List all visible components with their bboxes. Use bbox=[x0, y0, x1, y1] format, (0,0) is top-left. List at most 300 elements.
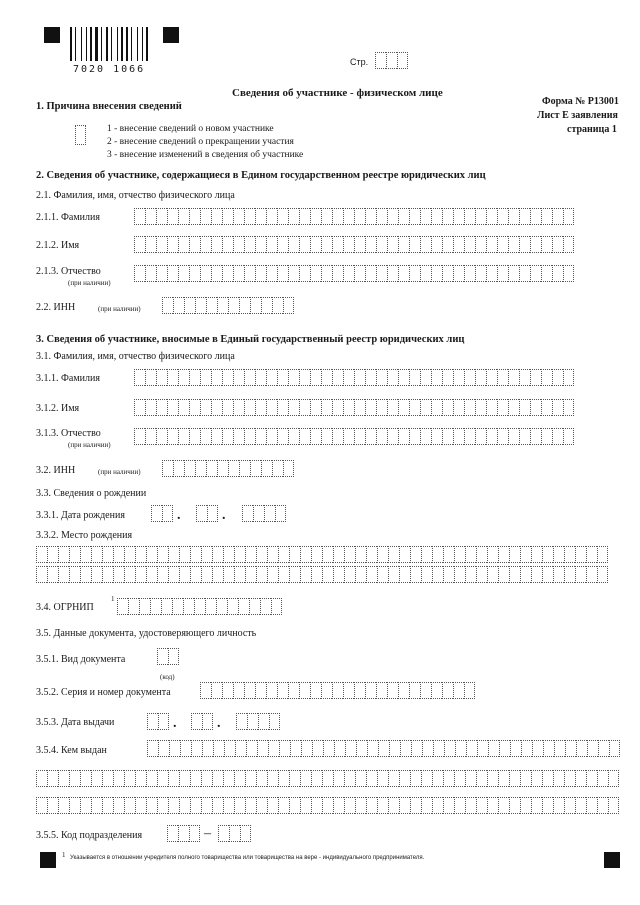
comb-cell[interactable] bbox=[542, 546, 553, 563]
comb-cell[interactable] bbox=[454, 546, 465, 563]
comb-cell[interactable] bbox=[91, 770, 102, 787]
comb-cell[interactable] bbox=[344, 770, 355, 787]
doc-issuer-row-3[interactable] bbox=[36, 797, 619, 814]
comb-cell[interactable] bbox=[189, 236, 200, 253]
comb-cell[interactable] bbox=[157, 797, 168, 814]
comb-cell[interactable] bbox=[162, 505, 173, 522]
comb-cell[interactable] bbox=[310, 399, 321, 416]
comb-cell[interactable] bbox=[222, 265, 233, 282]
comb-cell[interactable] bbox=[271, 598, 282, 615]
comb-cell[interactable] bbox=[486, 428, 497, 445]
comb-cell[interactable] bbox=[498, 797, 509, 814]
comb-cell[interactable] bbox=[343, 682, 354, 699]
comb-cell[interactable] bbox=[552, 399, 563, 416]
comb-cell[interactable] bbox=[530, 236, 541, 253]
comb-cell[interactable] bbox=[261, 460, 272, 477]
comb-cell[interactable] bbox=[531, 770, 542, 787]
comb-cell[interactable] bbox=[200, 399, 211, 416]
comb-cell[interactable] bbox=[172, 598, 183, 615]
s3-surname-field[interactable] bbox=[134, 369, 574, 386]
comb-cell[interactable] bbox=[409, 236, 420, 253]
comb-cell[interactable] bbox=[608, 770, 619, 787]
comb-cell[interactable] bbox=[564, 566, 575, 583]
comb-cell[interactable] bbox=[597, 546, 608, 563]
comb-cell[interactable] bbox=[409, 428, 420, 445]
comb-cell[interactable] bbox=[113, 770, 124, 787]
comb-cell[interactable] bbox=[398, 682, 409, 699]
comb-cell[interactable] bbox=[487, 770, 498, 787]
comb-cell[interactable] bbox=[597, 770, 608, 787]
comb-cell[interactable] bbox=[167, 208, 178, 225]
comb-cell[interactable] bbox=[124, 770, 135, 787]
comb-cell[interactable] bbox=[442, 428, 453, 445]
comb-cell[interactable] bbox=[244, 399, 255, 416]
comb-cell[interactable] bbox=[113, 797, 124, 814]
comb-cell[interactable] bbox=[233, 265, 244, 282]
comb-cell[interactable] bbox=[244, 208, 255, 225]
comb-cell[interactable] bbox=[211, 399, 222, 416]
s2-inn-field[interactable] bbox=[162, 297, 294, 314]
s3-name-field[interactable] bbox=[134, 399, 574, 416]
comb-cell[interactable] bbox=[388, 566, 399, 583]
comb-cell[interactable] bbox=[510, 740, 521, 757]
comb-cell[interactable] bbox=[223, 797, 234, 814]
comb-cell[interactable] bbox=[453, 399, 464, 416]
comb-cell[interactable] bbox=[233, 428, 244, 445]
comb-cell[interactable] bbox=[486, 265, 497, 282]
comb-cell[interactable] bbox=[242, 505, 253, 522]
comb-cell[interactable] bbox=[189, 428, 200, 445]
comb-cell[interactable] bbox=[354, 236, 365, 253]
comb-cell[interactable] bbox=[332, 369, 343, 386]
comb-cell[interactable] bbox=[377, 770, 388, 787]
comb-cell[interactable] bbox=[323, 740, 334, 757]
comb-cell[interactable] bbox=[464, 682, 475, 699]
comb-cell[interactable] bbox=[431, 682, 442, 699]
comb-cell[interactable] bbox=[80, 546, 91, 563]
comb-cell[interactable] bbox=[145, 428, 156, 445]
comb-cell[interactable] bbox=[475, 208, 486, 225]
comb-cell[interactable] bbox=[443, 770, 454, 787]
comb-cell[interactable] bbox=[530, 428, 541, 445]
comb-cell[interactable] bbox=[145, 265, 156, 282]
s3-patronymic-field[interactable] bbox=[134, 428, 574, 445]
comb-cell[interactable] bbox=[134, 236, 145, 253]
comb-cell[interactable] bbox=[189, 369, 200, 386]
comb-cell[interactable] bbox=[563, 208, 574, 225]
comb-cell[interactable] bbox=[36, 797, 47, 814]
comb-cell[interactable] bbox=[399, 566, 410, 583]
comb-cell[interactable] bbox=[334, 740, 345, 757]
comb-cell[interactable] bbox=[333, 546, 344, 563]
comb-cell[interactable] bbox=[332, 682, 343, 699]
comb-cell[interactable] bbox=[202, 740, 213, 757]
comb-cell[interactable] bbox=[69, 546, 80, 563]
comb-cell[interactable] bbox=[223, 770, 234, 787]
comb-cell[interactable] bbox=[355, 797, 366, 814]
comb-cell[interactable] bbox=[222, 399, 233, 416]
comb-cell[interactable] bbox=[167, 399, 178, 416]
comb-cell[interactable] bbox=[321, 399, 332, 416]
comb-cell[interactable] bbox=[356, 740, 367, 757]
comb-cell[interactable] bbox=[519, 236, 530, 253]
comb-cell[interactable] bbox=[190, 566, 201, 583]
comb-cell[interactable] bbox=[201, 546, 212, 563]
comb-cell[interactable] bbox=[542, 797, 553, 814]
comb-cell[interactable] bbox=[487, 797, 498, 814]
comb-cell[interactable] bbox=[196, 505, 207, 522]
comb-cell[interactable] bbox=[444, 740, 455, 757]
comb-cell[interactable] bbox=[156, 428, 167, 445]
comb-cell[interactable] bbox=[354, 399, 365, 416]
comb-cell[interactable] bbox=[167, 236, 178, 253]
comb-cell[interactable] bbox=[255, 369, 266, 386]
comb-cell[interactable] bbox=[498, 770, 509, 787]
comb-cell[interactable] bbox=[586, 546, 597, 563]
comb-cell[interactable] bbox=[389, 740, 400, 757]
comb-cell[interactable] bbox=[411, 740, 422, 757]
comb-cell[interactable] bbox=[486, 208, 497, 225]
comb-cell[interactable] bbox=[442, 399, 453, 416]
comb-cell[interactable] bbox=[288, 236, 299, 253]
comb-cell[interactable] bbox=[173, 460, 184, 477]
comb-cell[interactable] bbox=[277, 682, 288, 699]
comb-cell[interactable] bbox=[245, 546, 256, 563]
comb-cell[interactable] bbox=[321, 369, 332, 386]
comb-cell[interactable] bbox=[168, 648, 179, 665]
comb-cell[interactable] bbox=[189, 399, 200, 416]
comb-cell[interactable] bbox=[575, 546, 586, 563]
comb-cell[interactable] bbox=[465, 770, 476, 787]
comb-cell[interactable] bbox=[497, 369, 508, 386]
comb-cell[interactable] bbox=[299, 399, 310, 416]
comb-cell[interactable] bbox=[532, 740, 543, 757]
s2-name-field[interactable] bbox=[134, 236, 574, 253]
comb-cell[interactable] bbox=[91, 546, 102, 563]
comb-cell[interactable] bbox=[531, 566, 542, 583]
comb-cell[interactable] bbox=[245, 797, 256, 814]
comb-cell[interactable] bbox=[475, 369, 486, 386]
comb-cell[interactable] bbox=[217, 460, 228, 477]
comb-cell[interactable] bbox=[477, 740, 488, 757]
comb-cell[interactable] bbox=[173, 297, 184, 314]
birth-place-row-1[interactable] bbox=[36, 546, 608, 563]
comb-cell[interactable] bbox=[552, 369, 563, 386]
comb-cell[interactable] bbox=[147, 740, 158, 757]
comb-cell[interactable] bbox=[376, 428, 387, 445]
comb-cell[interactable] bbox=[47, 546, 58, 563]
comb-cell[interactable] bbox=[332, 208, 343, 225]
comb-cell[interactable] bbox=[508, 265, 519, 282]
comb-cell[interactable] bbox=[184, 297, 195, 314]
comb-cell[interactable] bbox=[272, 297, 283, 314]
comb-cell[interactable] bbox=[332, 265, 343, 282]
comb-cell[interactable] bbox=[508, 399, 519, 416]
comb-cell[interactable] bbox=[289, 546, 300, 563]
comb-cell[interactable] bbox=[365, 208, 376, 225]
comb-cell[interactable] bbox=[69, 770, 80, 787]
comb-cell[interactable] bbox=[488, 740, 499, 757]
comb-cell[interactable] bbox=[277, 399, 288, 416]
comb-cell[interactable] bbox=[168, 546, 179, 563]
comb-cell[interactable] bbox=[261, 297, 272, 314]
comb-cell[interactable] bbox=[211, 369, 222, 386]
comb-cell[interactable] bbox=[421, 770, 432, 787]
comb-cell[interactable] bbox=[519, 265, 530, 282]
comb-cell[interactable] bbox=[157, 566, 168, 583]
comb-cell[interactable] bbox=[421, 546, 432, 563]
comb-cell[interactable] bbox=[158, 740, 169, 757]
comb-cell[interactable] bbox=[376, 399, 387, 416]
comb-cell[interactable] bbox=[124, 546, 135, 563]
comb-cell[interactable] bbox=[564, 797, 575, 814]
comb-cell[interactable] bbox=[397, 52, 408, 69]
comb-cell[interactable] bbox=[311, 566, 322, 583]
comb-cell[interactable] bbox=[145, 369, 156, 386]
comb-cell[interactable] bbox=[431, 399, 442, 416]
comb-cell[interactable] bbox=[268, 740, 279, 757]
comb-cell[interactable] bbox=[289, 770, 300, 787]
comb-cell[interactable] bbox=[218, 825, 229, 842]
comb-cell[interactable] bbox=[420, 399, 431, 416]
comb-cell[interactable] bbox=[563, 399, 574, 416]
comb-cell[interactable] bbox=[300, 797, 311, 814]
comb-cell[interactable] bbox=[167, 428, 178, 445]
comb-cell[interactable] bbox=[509, 770, 520, 787]
comb-cell[interactable] bbox=[598, 740, 609, 757]
comb-cell[interactable] bbox=[409, 208, 420, 225]
comb-cell[interactable] bbox=[244, 369, 255, 386]
comb-cell[interactable] bbox=[102, 770, 113, 787]
comb-cell[interactable] bbox=[211, 208, 222, 225]
comb-cell[interactable] bbox=[255, 682, 266, 699]
comb-cell[interactable] bbox=[410, 797, 421, 814]
comb-cell[interactable] bbox=[135, 546, 146, 563]
comb-cell[interactable] bbox=[246, 740, 257, 757]
comb-cell[interactable] bbox=[200, 265, 211, 282]
comb-cell[interactable] bbox=[442, 682, 453, 699]
comb-cell[interactable] bbox=[387, 265, 398, 282]
comb-cell[interactable] bbox=[497, 399, 508, 416]
comb-cell[interactable] bbox=[266, 428, 277, 445]
comb-cell[interactable] bbox=[178, 369, 189, 386]
comb-cell[interactable] bbox=[200, 208, 211, 225]
comb-cell[interactable] bbox=[388, 797, 399, 814]
comb-cell[interactable] bbox=[453, 208, 464, 225]
comb-cell[interactable] bbox=[465, 566, 476, 583]
comb-cell[interactable] bbox=[410, 770, 421, 787]
comb-cell[interactable] bbox=[75, 125, 86, 145]
comb-cell[interactable] bbox=[432, 797, 443, 814]
comb-cell[interactable] bbox=[147, 713, 158, 730]
comb-cell[interactable] bbox=[179, 546, 190, 563]
comb-cell[interactable] bbox=[564, 770, 575, 787]
comb-cell[interactable] bbox=[508, 208, 519, 225]
comb-cell[interactable] bbox=[442, 369, 453, 386]
comb-cell[interactable] bbox=[365, 236, 376, 253]
comb-cell[interactable] bbox=[365, 265, 376, 282]
comb-cell[interactable] bbox=[80, 797, 91, 814]
comb-cell[interactable] bbox=[321, 682, 332, 699]
comb-cell[interactable] bbox=[476, 770, 487, 787]
comb-cell[interactable] bbox=[275, 505, 286, 522]
birth-month-field[interactable] bbox=[196, 505, 218, 522]
comb-cell[interactable] bbox=[249, 598, 260, 615]
comb-cell[interactable] bbox=[586, 770, 597, 787]
comb-cell[interactable] bbox=[542, 770, 553, 787]
comb-cell[interactable] bbox=[366, 546, 377, 563]
comb-cell[interactable] bbox=[420, 208, 431, 225]
comb-cell[interactable] bbox=[465, 797, 476, 814]
comb-cell[interactable] bbox=[113, 546, 124, 563]
comb-cell[interactable] bbox=[487, 546, 498, 563]
comb-cell[interactable] bbox=[299, 682, 310, 699]
comb-cell[interactable] bbox=[266, 399, 277, 416]
comb-cell[interactable] bbox=[207, 505, 218, 522]
comb-cell[interactable] bbox=[162, 297, 173, 314]
ogrnip-field[interactable] bbox=[117, 598, 282, 615]
comb-cell[interactable] bbox=[520, 566, 531, 583]
comb-cell[interactable] bbox=[497, 208, 508, 225]
comb-cell[interactable] bbox=[520, 770, 531, 787]
comb-cell[interactable] bbox=[190, 770, 201, 787]
comb-cell[interactable] bbox=[222, 428, 233, 445]
comb-cell[interactable] bbox=[233, 208, 244, 225]
comb-cell[interactable] bbox=[229, 825, 240, 842]
comb-cell[interactable] bbox=[332, 236, 343, 253]
comb-cell[interactable] bbox=[178, 428, 189, 445]
comb-cell[interactable] bbox=[332, 428, 343, 445]
comb-cell[interactable] bbox=[256, 797, 267, 814]
comb-cell[interactable] bbox=[421, 797, 432, 814]
doc-series-number-field[interactable] bbox=[200, 682, 475, 699]
comb-cell[interactable] bbox=[145, 399, 156, 416]
comb-cell[interactable] bbox=[508, 236, 519, 253]
comb-cell[interactable] bbox=[565, 740, 576, 757]
comb-cell[interactable] bbox=[409, 265, 420, 282]
comb-cell[interactable] bbox=[69, 566, 80, 583]
comb-cell[interactable] bbox=[476, 546, 487, 563]
comb-cell[interactable] bbox=[553, 566, 564, 583]
comb-cell[interactable] bbox=[134, 369, 145, 386]
comb-cell[interactable] bbox=[283, 460, 294, 477]
comb-cell[interactable] bbox=[158, 713, 169, 730]
comb-cell[interactable] bbox=[217, 297, 228, 314]
comb-cell[interactable] bbox=[288, 208, 299, 225]
comb-cell[interactable] bbox=[355, 546, 366, 563]
comb-cell[interactable] bbox=[398, 369, 409, 386]
comb-cell[interactable] bbox=[201, 797, 212, 814]
comb-cell[interactable] bbox=[299, 208, 310, 225]
comb-cell[interactable] bbox=[387, 369, 398, 386]
comb-cell[interactable] bbox=[256, 770, 267, 787]
comb-cell[interactable] bbox=[554, 740, 565, 757]
comb-cell[interactable] bbox=[366, 770, 377, 787]
comb-cell[interactable] bbox=[530, 265, 541, 282]
comb-cell[interactable] bbox=[266, 369, 277, 386]
comb-cell[interactable] bbox=[156, 369, 167, 386]
comb-cell[interactable] bbox=[255, 208, 266, 225]
comb-cell[interactable] bbox=[552, 428, 563, 445]
comb-cell[interactable] bbox=[377, 546, 388, 563]
comb-cell[interactable] bbox=[58, 797, 69, 814]
comb-cell[interactable] bbox=[239, 297, 250, 314]
comb-cell[interactable] bbox=[310, 369, 321, 386]
comb-cell[interactable] bbox=[267, 797, 278, 814]
comb-cell[interactable] bbox=[260, 598, 271, 615]
comb-cell[interactable] bbox=[184, 460, 195, 477]
comb-cell[interactable] bbox=[521, 740, 532, 757]
comb-cell[interactable] bbox=[162, 460, 173, 477]
comb-cell[interactable] bbox=[575, 566, 586, 583]
comb-cell[interactable] bbox=[206, 297, 217, 314]
comb-cell[interactable] bbox=[497, 265, 508, 282]
comb-cell[interactable] bbox=[277, 265, 288, 282]
comb-cell[interactable] bbox=[575, 770, 586, 787]
comb-cell[interactable] bbox=[486, 399, 497, 416]
comb-cell[interactable] bbox=[256, 566, 267, 583]
comb-cell[interactable] bbox=[250, 460, 261, 477]
comb-cell[interactable] bbox=[178, 236, 189, 253]
comb-cell[interactable] bbox=[333, 566, 344, 583]
comb-cell[interactable] bbox=[387, 399, 398, 416]
comb-cell[interactable] bbox=[266, 208, 277, 225]
comb-cell[interactable] bbox=[157, 648, 168, 665]
comb-cell[interactable] bbox=[345, 740, 356, 757]
comb-cell[interactable] bbox=[113, 566, 124, 583]
comb-cell[interactable] bbox=[442, 265, 453, 282]
comb-cell[interactable] bbox=[128, 598, 139, 615]
comb-cell[interactable] bbox=[269, 713, 280, 730]
comb-cell[interactable] bbox=[321, 208, 332, 225]
comb-cell[interactable] bbox=[388, 546, 399, 563]
comb-cell[interactable] bbox=[200, 682, 211, 699]
comb-cell[interactable] bbox=[453, 682, 464, 699]
comb-cell[interactable] bbox=[398, 208, 409, 225]
comb-cell[interactable] bbox=[563, 265, 574, 282]
comb-cell[interactable] bbox=[531, 546, 542, 563]
comb-cell[interactable] bbox=[69, 797, 80, 814]
comb-cell[interactable] bbox=[195, 297, 206, 314]
comb-cell[interactable] bbox=[454, 770, 465, 787]
comb-cell[interactable] bbox=[399, 797, 410, 814]
comb-cell[interactable] bbox=[475, 265, 486, 282]
comb-cell[interactable] bbox=[213, 740, 224, 757]
comb-cell[interactable] bbox=[376, 265, 387, 282]
comb-cell[interactable] bbox=[156, 399, 167, 416]
comb-cell[interactable] bbox=[135, 770, 146, 787]
comb-cell[interactable] bbox=[189, 825, 200, 842]
comb-cell[interactable] bbox=[454, 797, 465, 814]
comb-cell[interactable] bbox=[443, 797, 454, 814]
comb-cell[interactable] bbox=[366, 566, 377, 583]
comb-cell[interactable] bbox=[543, 740, 554, 757]
comb-cell[interactable] bbox=[344, 566, 355, 583]
comb-cell[interactable] bbox=[466, 740, 477, 757]
comb-cell[interactable] bbox=[190, 546, 201, 563]
comb-cell[interactable] bbox=[299, 236, 310, 253]
comb-cell[interactable] bbox=[58, 566, 69, 583]
comb-cell[interactable] bbox=[178, 399, 189, 416]
comb-cell[interactable] bbox=[497, 236, 508, 253]
comb-cell[interactable] bbox=[597, 566, 608, 583]
comb-cell[interactable] bbox=[267, 546, 278, 563]
comb-cell[interactable] bbox=[264, 505, 275, 522]
comb-cell[interactable] bbox=[36, 566, 47, 583]
comb-cell[interactable] bbox=[597, 797, 608, 814]
comb-cell[interactable] bbox=[206, 460, 217, 477]
comb-cell[interactable] bbox=[288, 682, 299, 699]
